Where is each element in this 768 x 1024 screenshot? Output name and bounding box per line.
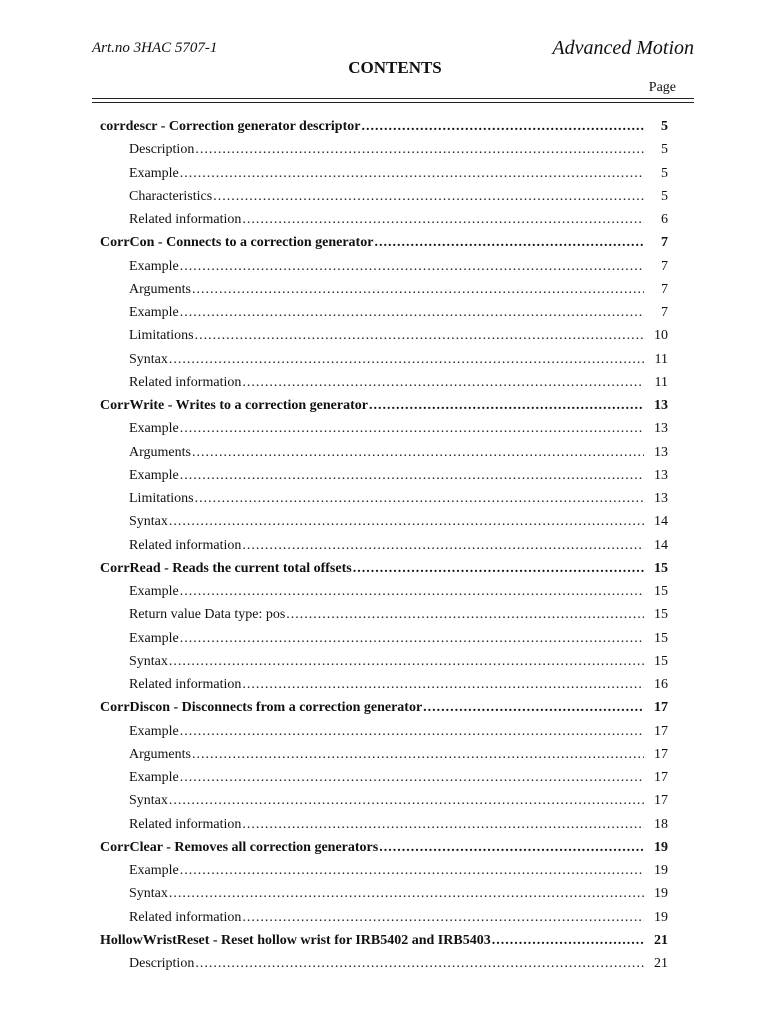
toc-subsection-entry[interactable] (100, 348, 668, 371)
dot-leader (180, 580, 644, 603)
article-number: Art.no 3HAC 5707-1 (92, 40, 218, 56)
toc-entry-title: Syntax (129, 653, 168, 669)
toc-subsection-entry[interactable] (100, 789, 668, 812)
dot-leader (180, 417, 644, 440)
toc-entry-title: Syntax (129, 351, 168, 367)
toc-subsection-entry[interactable] (100, 278, 668, 301)
toc-entry-title: Return value Data type: pos (129, 607, 286, 623)
toc-entry-title: HollowWristReset - Reset hollow wrist for IRB5402 and IRB5403 (100, 932, 491, 948)
toc-entry-page: 7 (661, 281, 668, 297)
header-rule (92, 102, 694, 103)
document-title: Advanced Motion (552, 37, 694, 59)
toc-entry-page: 15 (654, 584, 668, 599)
toc-entry-title: Related information (129, 909, 242, 925)
toc-entry-title: Description (129, 956, 195, 971)
dot-leader (361, 115, 644, 138)
toc-entry-page: 10 (654, 328, 668, 344)
toc-entry-title: Syntax (129, 793, 168, 809)
toc-entry-title: Example (129, 863, 179, 878)
toc-entry-title: CorrCon - Connects to a correction generator (100, 235, 374, 251)
toc-subsection-entry[interactable] (100, 208, 668, 231)
toc-entry-page: 11 (654, 351, 668, 367)
dot-leader (242, 534, 644, 557)
toc-entry-page: 17 (654, 723, 668, 739)
toc-entry-page: 19 (654, 839, 668, 855)
dot-leader (286, 603, 644, 626)
toc-entry-title: Related information (129, 212, 242, 227)
toc-entry-page: 7 (661, 235, 668, 251)
toc-entry-page: 17 (654, 746, 668, 762)
toc-section-entry[interactable] (100, 231, 668, 254)
dot-leader (180, 301, 644, 324)
toc-entry-page: 5 (661, 165, 668, 181)
toc-entry-title: Syntax (129, 514, 168, 530)
dot-leader (242, 813, 644, 836)
toc-subsection-entry[interactable] (100, 720, 668, 743)
toc-section-entry[interactable] (100, 557, 668, 580)
toc-entry-page: 21 (654, 932, 668, 948)
toc-entry-title: Example (129, 770, 179, 785)
toc-entry-title: Characteristics (129, 188, 213, 204)
dot-leader (180, 255, 644, 278)
toc-subsection-entry[interactable] (100, 185, 668, 208)
toc-subsection-entry[interactable] (100, 743, 668, 766)
toc-entry-page: 19 (654, 886, 668, 902)
toc-entry-title: Related information (129, 677, 242, 692)
dot-leader (242, 371, 644, 394)
toc-entry-title: Example (129, 723, 179, 739)
toc-subsection-entry[interactable] (100, 882, 668, 905)
dot-leader (492, 929, 644, 952)
dot-leader (374, 231, 644, 254)
toc-subsection-entry[interactable] (100, 510, 668, 533)
dot-leader (195, 952, 644, 975)
toc-entry-title: CorrDiscon - Disconnects from a correction generator (100, 700, 423, 716)
dot-leader (169, 882, 644, 905)
toc-entry-page: 17 (654, 793, 668, 809)
dot-leader (192, 441, 644, 464)
dot-leader (180, 766, 644, 789)
dot-leader (169, 348, 644, 371)
toc-entry-title: Example (129, 305, 179, 320)
toc-entry-title: Arguments (129, 281, 191, 297)
toc-entry-page: 5 (661, 119, 668, 134)
toc-entry-title: Example (129, 421, 179, 437)
toc-subsection-entry[interactable] (100, 952, 668, 975)
toc-entry-title: CorrRead - Reads the current total offsets (100, 560, 352, 576)
toc-subsection-entry[interactable] (100, 906, 668, 929)
dot-leader (192, 743, 644, 766)
toc-entry-page: 16 (654, 677, 668, 692)
table-of-contents (100, 115, 668, 975)
toc-entry-title: Description (129, 142, 195, 158)
toc-entry-title: CorrClear - Removes all correction generators (100, 839, 379, 855)
toc-subsection-entry[interactable] (100, 859, 668, 882)
toc-entry-page: 13 (654, 444, 668, 460)
dot-leader (242, 208, 644, 231)
toc-entry-page: 5 (661, 142, 668, 158)
toc-entry-page: 17 (654, 700, 668, 716)
dot-leader (195, 138, 644, 161)
toc-entry-title: corrdescr - Correction generator descriptor (100, 119, 361, 134)
dot-leader (180, 720, 644, 743)
toc-entry-page: 13 (654, 421, 668, 437)
toc-subsection-entry[interactable] (100, 138, 668, 161)
toc-subsection-entry[interactable] (100, 487, 668, 510)
toc-entry-title: Related information (129, 816, 242, 832)
toc-entry-page: 15 (654, 560, 668, 576)
toc-entry-title: Example (129, 165, 179, 181)
toc-entry-title: Example (129, 467, 179, 483)
toc-entry-title: CorrWrite - Writes to a correction generator (100, 398, 368, 413)
toc-subsection-entry[interactable] (100, 255, 668, 278)
dot-leader (379, 836, 644, 859)
toc-entry-page: 13 (654, 491, 668, 506)
toc-entry-title: Limitations (129, 328, 194, 344)
dot-leader (169, 650, 644, 673)
toc-entry-page: 15 (654, 630, 668, 646)
toc-entry-page: 14 (654, 514, 668, 530)
dot-leader (195, 487, 644, 510)
toc-section-entry[interactable] (100, 836, 668, 859)
dot-leader (353, 557, 644, 580)
toc-entry-page: 13 (654, 467, 668, 483)
toc-subsection-entry[interactable] (100, 603, 668, 626)
toc-entry-title: Syntax (129, 886, 168, 902)
toc-subsection-entry[interactable] (100, 534, 668, 557)
toc-entry-page: 19 (654, 909, 668, 925)
toc-entry-page: 19 (654, 863, 668, 878)
dot-leader (242, 673, 644, 696)
toc-section-entry[interactable] (100, 696, 668, 719)
toc-entry-page: 18 (654, 816, 668, 832)
toc-entry-title: Limitations (129, 491, 194, 506)
toc-subsection-entry[interactable] (100, 464, 668, 487)
toc-subsection-entry[interactable] (100, 324, 668, 347)
toc-section-entry[interactable] (100, 929, 668, 952)
dot-leader (180, 627, 644, 650)
dot-leader (169, 510, 644, 533)
header-rule (92, 98, 694, 99)
toc-entry-page: 5 (661, 188, 668, 204)
toc-entry-page: 13 (654, 398, 668, 413)
page-column-label: Page (648, 80, 676, 95)
toc-entry-page: 7 (661, 305, 668, 320)
toc-subsection-entry[interactable] (100, 301, 668, 324)
toc-section-entry[interactable] (100, 115, 668, 138)
toc-entry-title: Arguments (129, 444, 191, 460)
toc-subsection-entry[interactable] (100, 673, 668, 696)
toc-subsection-entry[interactable] (100, 766, 668, 789)
toc-subsection-entry[interactable] (100, 627, 668, 650)
toc-entry-title: Related information (129, 374, 242, 390)
toc-entry-page: 11 (654, 374, 668, 390)
toc-subsection-entry[interactable] (100, 417, 668, 440)
toc-subsection-entry[interactable] (100, 650, 668, 673)
contents-heading: CONTENTS (348, 58, 442, 77)
dot-leader (195, 324, 644, 347)
toc-entry-title: Example (129, 584, 179, 599)
toc-entry-title: Example (129, 630, 179, 646)
toc-entry-title: Example (129, 258, 179, 274)
dot-leader (169, 789, 644, 812)
toc-entry-page: 6 (661, 212, 668, 227)
toc-subsection-entry[interactable] (100, 441, 668, 464)
toc-subsection-entry[interactable] (100, 580, 668, 603)
toc-entry-page: 21 (654, 956, 668, 971)
toc-entry-page: 15 (654, 607, 668, 623)
toc-subsection-entry[interactable] (100, 813, 668, 836)
toc-entry-title: Related information (129, 537, 242, 553)
toc-entry-page: 7 (661, 258, 668, 274)
toc-subsection-entry[interactable] (100, 162, 668, 185)
toc-entry-page: 15 (654, 653, 668, 669)
dot-leader (242, 906, 644, 929)
dot-leader (192, 278, 644, 301)
dot-leader (369, 394, 644, 417)
toc-section-entry[interactable] (100, 394, 668, 417)
dot-leader (180, 464, 644, 487)
toc-entry-title: Arguments (129, 746, 191, 762)
dot-leader (180, 162, 644, 185)
toc-subsection-entry[interactable] (100, 371, 668, 394)
dot-leader (213, 185, 644, 208)
dot-leader (180, 859, 644, 882)
dot-leader (423, 696, 644, 719)
toc-entry-page: 17 (654, 770, 668, 785)
toc-entry-page: 14 (654, 537, 668, 553)
